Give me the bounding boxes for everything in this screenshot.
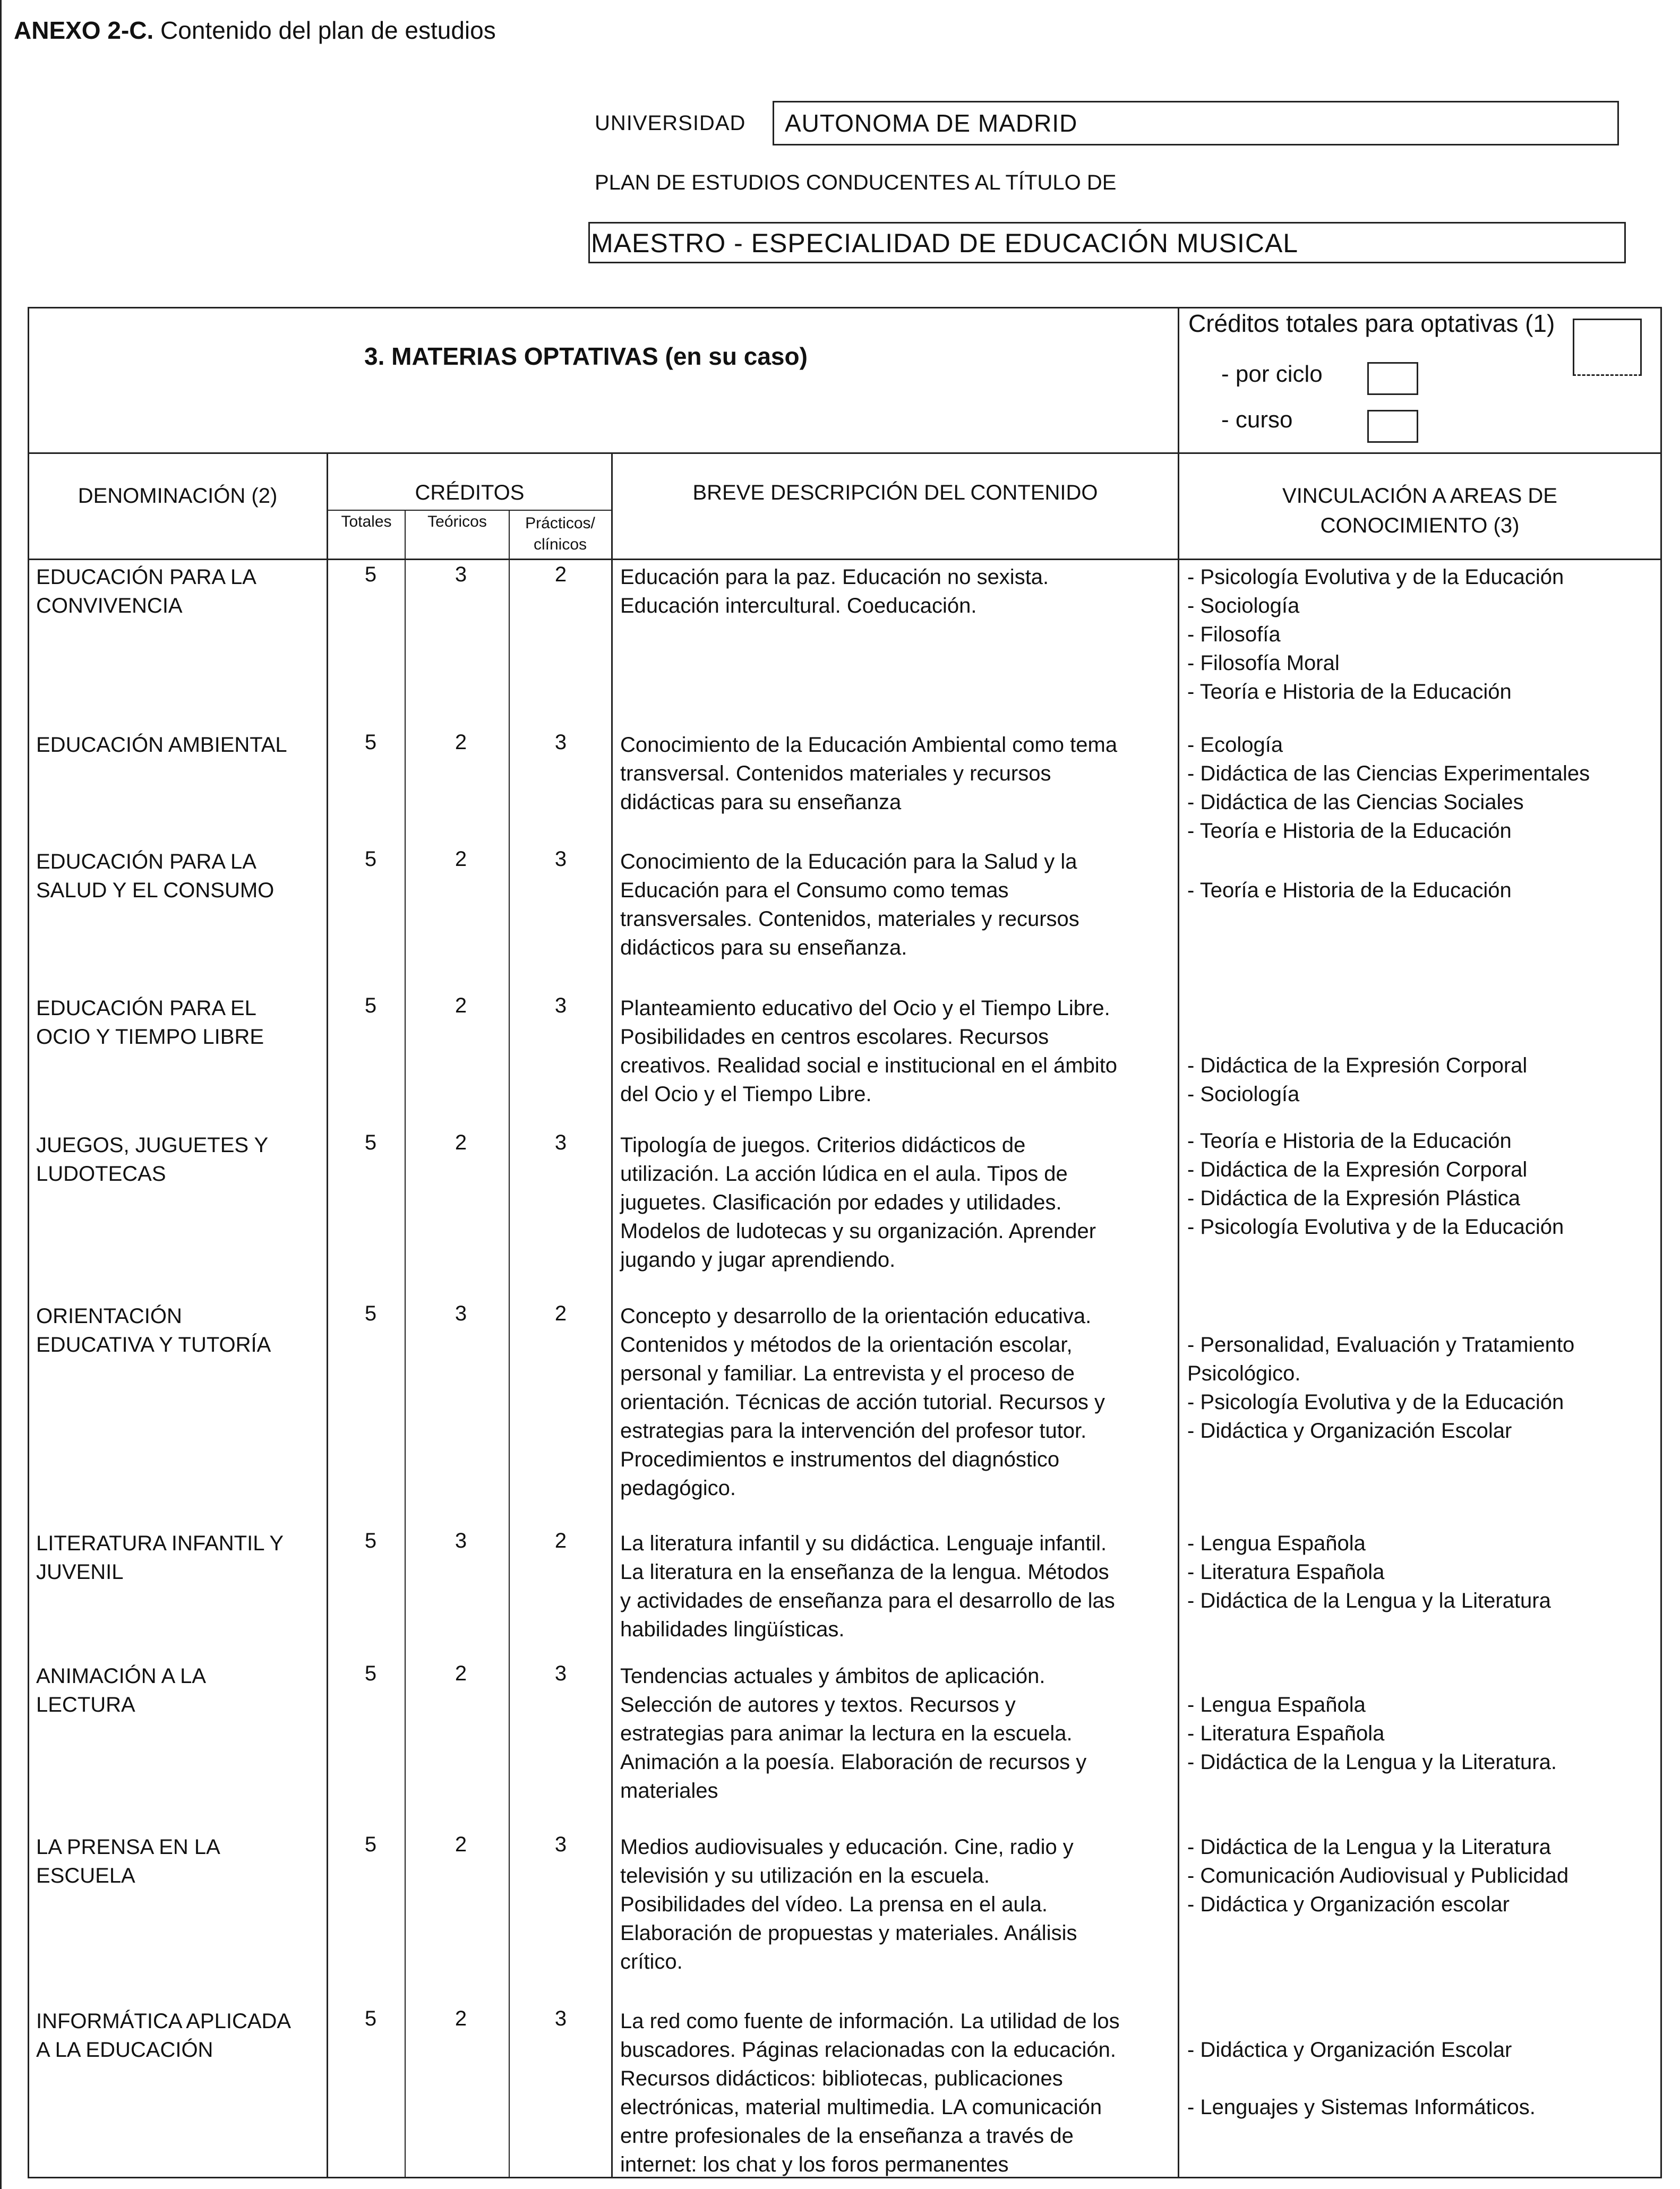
description-line: Contenidos y métodos de la orientación escolar, [620,1333,1073,1357]
table-rule [28,559,1662,560]
description-line: crítico. [620,1950,683,1973]
description-line: Selección de autores y textos. Recursos y [620,1693,1016,1716]
subject-name-line: EDUCACIÓN PARA EL [36,997,256,1020]
area-item: - Didáctica de la Lengua y la Literatura [1187,1589,1551,1612]
description-line: entre profesionales de la enseñanza a través de [620,2124,1074,2148]
column-header-areas-line1: VINCULACIÓN A AREAS DE [1282,484,1557,508]
plan-label: PLAN DE ESTUDIOS CONDUCENTES AL TÍTULO DE [595,171,1117,194]
area-item [1187,847,1660,876]
knowledge-areas [1187,1833,1660,1919]
knowledge-areas [1187,1662,1660,1776]
description-line: internet: los chat y los foros permanentes [620,2153,1009,2176]
area-item: - Comunicación Audiovisual y Publicidad [1187,1864,1569,1887]
knowledge-areas [1187,1302,1660,1445]
area-item [1187,2007,1660,2036]
area-item: - Didáctica de la Lengua y la Literatura [1187,1835,1551,1859]
credits-theory: 2 [455,2007,467,2030]
credits-practical: 3 [554,1833,567,1856]
area-item: - Psicología Evolutiva y de la Educación [1187,565,1564,589]
credits-practical: 3 [554,847,567,871]
column-header-credits: CRÉDITOS [415,481,525,504]
subject-name-line: ANIMACIÓN A LA [36,1664,207,1688]
description-line: Modelos de ludotecas y su organización. Aprender [620,1220,1096,1243]
university-field: AUTONOMA DE MADRID [773,101,1619,145]
subject-name [36,731,323,759]
knowledge-areas [1187,1127,1660,1241]
area-item: - Didáctica de la Expresión Corporal [1187,1054,1528,1077]
description-line: Posibilidades del vídeo. La prensa en el aula. [620,1893,1048,1916]
area-item: - Sociología [1187,1083,1300,1106]
table-rule [611,452,613,2178]
description-line: Concepto y desarrollo de la orientación educativa. [620,1304,1092,1328]
table-rule [405,510,406,2178]
description-line: Educación para el Consumo como temas [620,879,1009,902]
credits-totals: 5 [364,2007,377,2030]
subject-name-line: INFORMÁTICA APLICADA [36,2010,292,2033]
subject-name [36,1302,323,1359]
area-item: - Personalidad, Evaluación y Tratamiento [1187,1333,1575,1357]
area-item: - Didáctica de la Expresión Corporal [1187,1158,1528,1181]
description-line: materiales [620,1779,718,1802]
area-item: - Teoría e Historia de la Educación [1187,680,1512,703]
description-line: del Ocio y el Tiempo Libre. [620,1083,872,1106]
subject-name-line: CONVIVENCIA [36,594,183,617]
description-line: pedagógico. [620,1476,736,1500]
column-header-denomination: DENOMINACIÓN (2) [78,484,278,508]
description-line: didácticos para su enseñanza. [620,936,907,959]
description-line: juguetes. Clasificación por edades y utilidades. [620,1191,1062,1214]
description-line: La red como fuente de información. La utilidad de los [620,2010,1120,2033]
area-item: - Lengua Española [1187,1532,1366,1555]
description-line: La literatura en la enseñanza de la lengua. Métodos [620,1560,1109,1584]
subject-name [36,847,323,905]
annex-label: ANEXO 2-C. [14,16,154,44]
column-header-practical: Prácticos/ clínicos [525,514,595,553]
area-item: - Lenguajes y Sistemas Informáticos. [1187,2096,1536,2119]
area-item: - Sociología [1187,594,1300,617]
subject-description [620,1833,1176,1976]
table-rule [327,452,328,2178]
description-line: estrategias para animar la lectura en la escuela. [620,1722,1073,1745]
column-header-theory: Teóricos [427,513,487,530]
subject-name-line: ESCUELA [36,1864,135,1887]
subject-description [620,994,1176,1109]
area-item: - Teoría e Historia de la Educación [1187,819,1512,843]
credits-practical: 3 [554,731,567,754]
description-line: Educación para la paz. Educación no sexista. [620,565,1049,589]
description-line: Procedimientos e instrumentos del diagnóstico [620,1448,1060,1471]
area-item [1187,1662,1660,1690]
degree-title-field: MAESTRO - ESPECIALIDAD DE EDUCACIÓN MUSICAL [588,222,1626,263]
column-header-areas-line2: CONOCIMIENTO (3) [1320,514,1520,537]
knowledge-areas [1187,2007,1660,2122]
description-line: televisión y su utilización en la escuela. [620,1864,990,1887]
credits-practical: 3 [554,1662,567,1685]
subject-name-line: JUVENIL [36,1560,124,1584]
subject-name-line: LUDOTECAS [36,1162,166,1186]
subject-name [36,1662,323,1719]
subject-name [36,994,323,1051]
subject-description [620,2007,1176,2179]
area-item: - Didáctica de la Lengua y la Literatura. [1187,1750,1557,1774]
credits-practical: 3 [554,1131,567,1154]
credits-theory: 2 [455,994,467,1017]
area-item [1187,994,1660,1023]
credits-totals: 5 [364,1302,377,1325]
subject-description [620,1529,1176,1644]
credits-theory: 2 [455,1131,467,1154]
university-label: UNIVERSIDAD [595,111,746,135]
table-rule [1178,307,1179,2178]
area-item: - Teoría e Historia de la Educación [1187,1129,1512,1153]
subject-name-line: LITERATURA INFANTIL Y [36,1532,284,1555]
description-line: jugando y jugar aprendiendo. [620,1248,896,1272]
area-item: - Didáctica y Organización Escolar [1187,2038,1512,2062]
credits-totals: 5 [364,1131,377,1154]
per-cycle-label: - por ciclo [1221,361,1323,387]
description-line: buscadores. Páginas relacionadas con la educación. [620,2038,1116,2062]
annex-text: Contenido del plan de estudios [153,16,496,44]
credits-totals: 5 [364,731,377,754]
subject-name-line: EDUCACIÓN AMBIENTAL [36,733,287,757]
credits-totals: 5 [364,994,377,1017]
description-line: y actividades de enseñanza para el desarrollo de las [620,1589,1115,1612]
subject-description [620,563,1176,620]
subject-description [620,1662,1176,1805]
area-item [1187,1023,1660,1051]
credits-theory: 3 [455,1529,467,1552]
credits-totals: 5 [364,1662,377,1685]
description-line: Tendencias actuales y ámbitos de aplicación. [620,1664,1045,1688]
credits-practical: 2 [554,1529,567,1552]
area-item: - Psicología Evolutiva y de la Educación [1187,1390,1564,1414]
description-line: habilidades lingüísticas. [620,1618,845,1641]
credits-theory: 2 [455,731,467,754]
credits-practical: 3 [554,2007,567,2030]
column-header-totals: Totales [341,513,392,530]
subject-description [620,731,1176,817]
course-box [1367,410,1418,443]
description-line: Conocimiento de la Educación Ambiental como tema [620,733,1118,757]
subject-name [36,1131,323,1188]
credits-theory: 3 [455,563,467,586]
description-line: Planteamiento educativo del Ocio y el Tiempo Libre. [620,997,1110,1020]
description-line: personal y familiar. La entrevista y el proceso de [620,1362,1075,1385]
description-line: Recursos didácticos: bibliotecas, publicaciones [620,2067,1063,2090]
section-title: 3. MATERIAS OPTATIVAS (en su caso) [364,342,808,370]
area-item: - Psicología Evolutiva y de la Educación [1187,1215,1564,1239]
area-item: - Didáctica de la Expresión Plástica [1187,1187,1520,1210]
area-item: - Didáctica y Organización Escolar [1187,1419,1512,1443]
description-line: Tipología de juegos. Criterios didácticos de [620,1134,1026,1157]
subject-name-line: A LA EDUCACIÓN [36,2038,213,2062]
area-item [1187,2064,1660,2093]
credits-theory: 2 [455,1662,467,1685]
description-line: Elaboración de propuestas y materiales. Análisis [620,1921,1077,1945]
subject-name [36,563,323,620]
description-line: Posibilidades en centros escolares. Recursos [620,1025,1049,1049]
area-item: - Filosofía [1187,623,1281,646]
subject-name-line: JUEGOS, JUGUETES Y [36,1134,269,1157]
credits-theory: 2 [455,847,467,871]
subject-description [620,1302,1176,1503]
credits-totals: 5 [364,1833,377,1856]
description-line: Educación intercultural. Coeducación. [620,594,977,617]
credits-totals: 5 [364,847,377,871]
area-item: - Literatura Española [1187,1722,1385,1745]
subject-name [36,1833,323,1890]
credits-practical: 3 [554,994,567,1017]
description-line: utilización. La acción lúdica en el aula. Tipos de [620,1162,1068,1186]
knowledge-areas [1187,994,1660,1109]
course-label: - curso [1221,407,1293,433]
subject-name-line: ORIENTACIÓN [36,1304,182,1328]
credits-totals: 5 [364,563,377,586]
annex-heading [14,16,496,45]
description-line: Conocimiento de la Educación para la Salud y la [620,850,1077,873]
credits-total-label: Créditos totales para optativas (1) [1188,310,1555,337]
description-line: electrónicas, material multimedia. LA comunicación [620,2096,1102,2119]
table-rule [509,510,510,2178]
subject-name-line: LECTURA [36,1693,135,1716]
knowledge-areas [1187,563,1660,706]
knowledge-areas [1187,847,1660,905]
area-item: - Didáctica de las Ciencias Experimentales [1187,762,1590,785]
column-header-description: BREVE DESCRIPCIÓN DEL CONTENIDO [692,481,1098,504]
subject-name-line: SALUD Y EL CONSUMO [36,879,275,902]
credits-practical: 2 [554,563,567,586]
credits-practical: 2 [554,1302,567,1325]
description-line: creativos. Realidad social e institucional en el ámbito [620,1054,1118,1077]
description-line: Medios audiovisuales y educación. Cine, radio y [620,1835,1074,1859]
credits-theory: 3 [455,1302,467,1325]
subject-name-line: EDUCACIÓN PARA LA [36,565,256,589]
table-rule [327,510,611,511]
area-item: - Didáctica de las Ciencias Sociales [1187,791,1524,814]
credits-total-box [1573,319,1642,376]
description-line: estrategias para la intervención del profesor tutor. [620,1419,1087,1443]
area-item: - Ecología [1187,733,1283,757]
description-line: didácticas para su enseñanza [620,791,902,814]
description-line: La literatura infantil y su didáctica. Lenguaje infantil. [620,1532,1107,1555]
subject-name [36,2007,323,2064]
per-cycle-box [1367,362,1418,395]
table-rule [28,452,1662,454]
subject-description [620,847,1176,962]
subject-description [620,1131,1176,1274]
knowledge-areas [1187,1529,1660,1615]
area-item: - Literatura Española [1187,1560,1385,1584]
knowledge-areas [1187,731,1660,845]
subject-name-line: LA PRENSA EN LA [36,1835,220,1859]
description-line: Animación a la poesía. Elaboración de recursos y [620,1750,1087,1774]
area-item: - Didáctica y Organización escolar [1187,1893,1510,1916]
subject-name [36,1529,323,1586]
subject-name-line: EDUCACIÓN PARA LA [36,850,256,873]
description-line: orientación. Técnicas de acción tutorial. Recursos y [620,1390,1105,1414]
description-line: transversal. Contenidos materiales y recursos [620,762,1051,785]
area-item: - Teoría e Historia de la Educación [1187,879,1512,902]
description-line: transversales. Contenidos, materiales y recursos [620,907,1079,931]
subject-name-line: OCIO Y TIEMPO LIBRE [36,1025,264,1049]
credits-theory: 2 [455,1833,467,1856]
subject-name-line: EDUCATIVA Y TUTORÍA [36,1333,271,1357]
area-item: - Lengua Española [1187,1693,1366,1716]
credits-totals: 5 [364,1529,377,1552]
page-left-border [0,0,2,2189]
area-item [1187,1302,1660,1330]
area-item: Psicológico. [1187,1362,1301,1385]
area-item: - Filosofía Moral [1187,651,1340,675]
